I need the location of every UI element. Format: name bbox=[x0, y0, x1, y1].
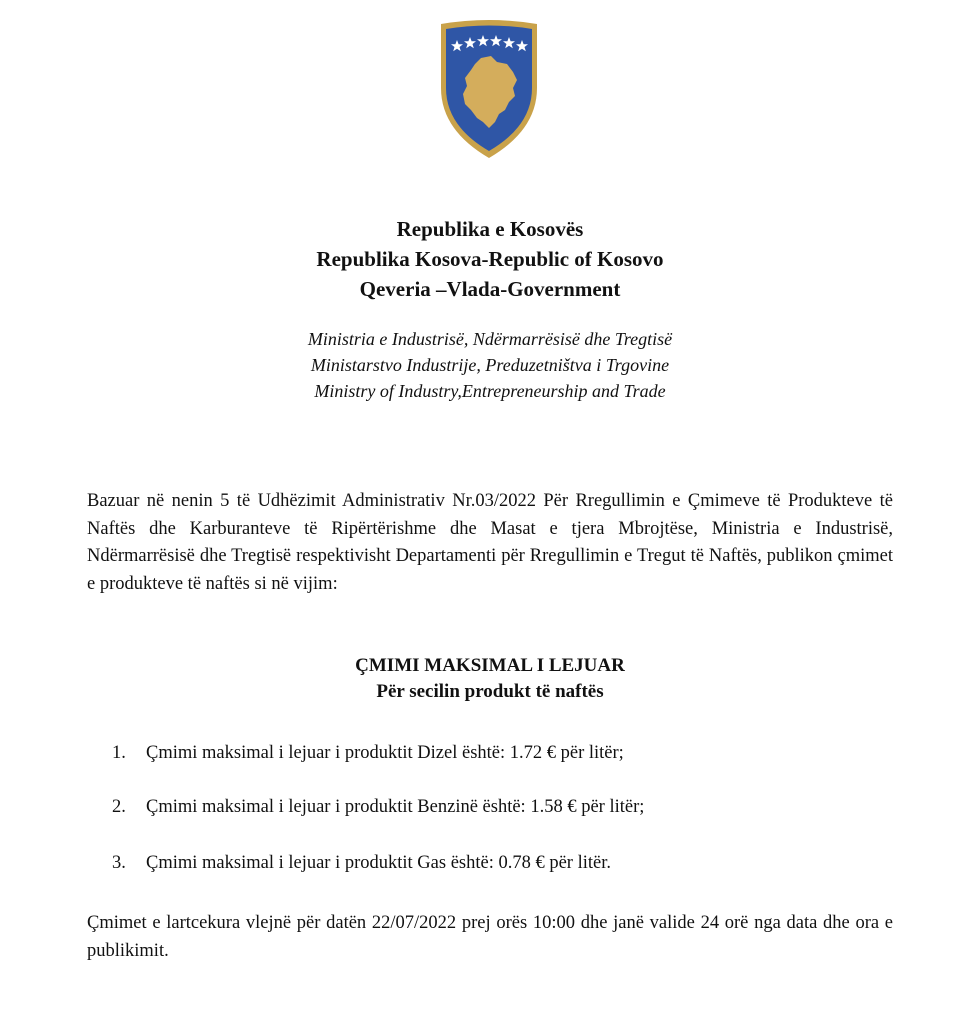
price-title: ÇMIMI MAKSIMAL I LEJUAR bbox=[355, 655, 625, 676]
list-number: 1. bbox=[112, 743, 126, 763]
ministry-line-serbian: Ministarstvo Industrije, Preduzetništva i Trgovine bbox=[310, 355, 670, 375]
government-header bbox=[0, 214, 980, 304]
price-subtitle: Për secilin produkt të naftës bbox=[376, 681, 604, 702]
ministry-line-albanian: Ministria e Industrisë, Ndërmarrësisë dhe Tregtisë bbox=[307, 329, 673, 349]
header-line-republic-serbian-english: Republika Kosova-Republic of Kosovo bbox=[316, 247, 664, 271]
header-line-republic-albanian: Republika e Kosovës bbox=[396, 217, 584, 241]
intro-paragraph: Bazuar në nenin 5 të Udhëzimit Administrativ Nr.03/2022 Për Rregullimin e Çmimeve të Produkteve të Naftës dhe Karburanteve të Ripërtërishme dhe Masat e tjera Mbrojtëse, Ministria e Industrisë, Ndërmarrësisë dhe Tregtisë respektivisht Departamenti për Rregullimin e Tregut të Naftës, publikon çmimet e produkteve të naftës si në vijim: bbox=[87, 491, 893, 594]
list-number: 2. bbox=[112, 797, 126, 817]
ministry-line-english: Ministry of Industry,Entrepreneurship and Trade bbox=[314, 381, 666, 401]
list-number: 3. bbox=[112, 853, 126, 873]
ministry-header bbox=[0, 326, 980, 404]
price-item-text: Çmimi maksimal i lejuar i produktit Dizel është: 1.72 € për litër; bbox=[146, 743, 624, 763]
closing-paragraph: Çmimet e lartcekura vlejnë për datën 22/07/2022 prej orës 10:00 dhe janë valide 24 orë nga data dhe ora e publikimit. bbox=[87, 913, 893, 961]
header-line-government: Qeveria –Vlada-Government bbox=[359, 277, 621, 301]
kosovo-coat-of-arms-icon bbox=[437, 18, 541, 162]
price-item-diesel bbox=[112, 740, 624, 766]
price-item-text: Çmimi maksimal i lejuar i produktit Benzinë është: 1.58 € për litër; bbox=[146, 797, 645, 817]
price-item-petrol bbox=[112, 794, 644, 820]
price-item-gas bbox=[112, 850, 611, 876]
price-section-title bbox=[0, 653, 980, 705]
price-item-text: Çmimi maksimal i lejuar i produktit Gas është: 0.78 € për litër. bbox=[146, 853, 611, 873]
